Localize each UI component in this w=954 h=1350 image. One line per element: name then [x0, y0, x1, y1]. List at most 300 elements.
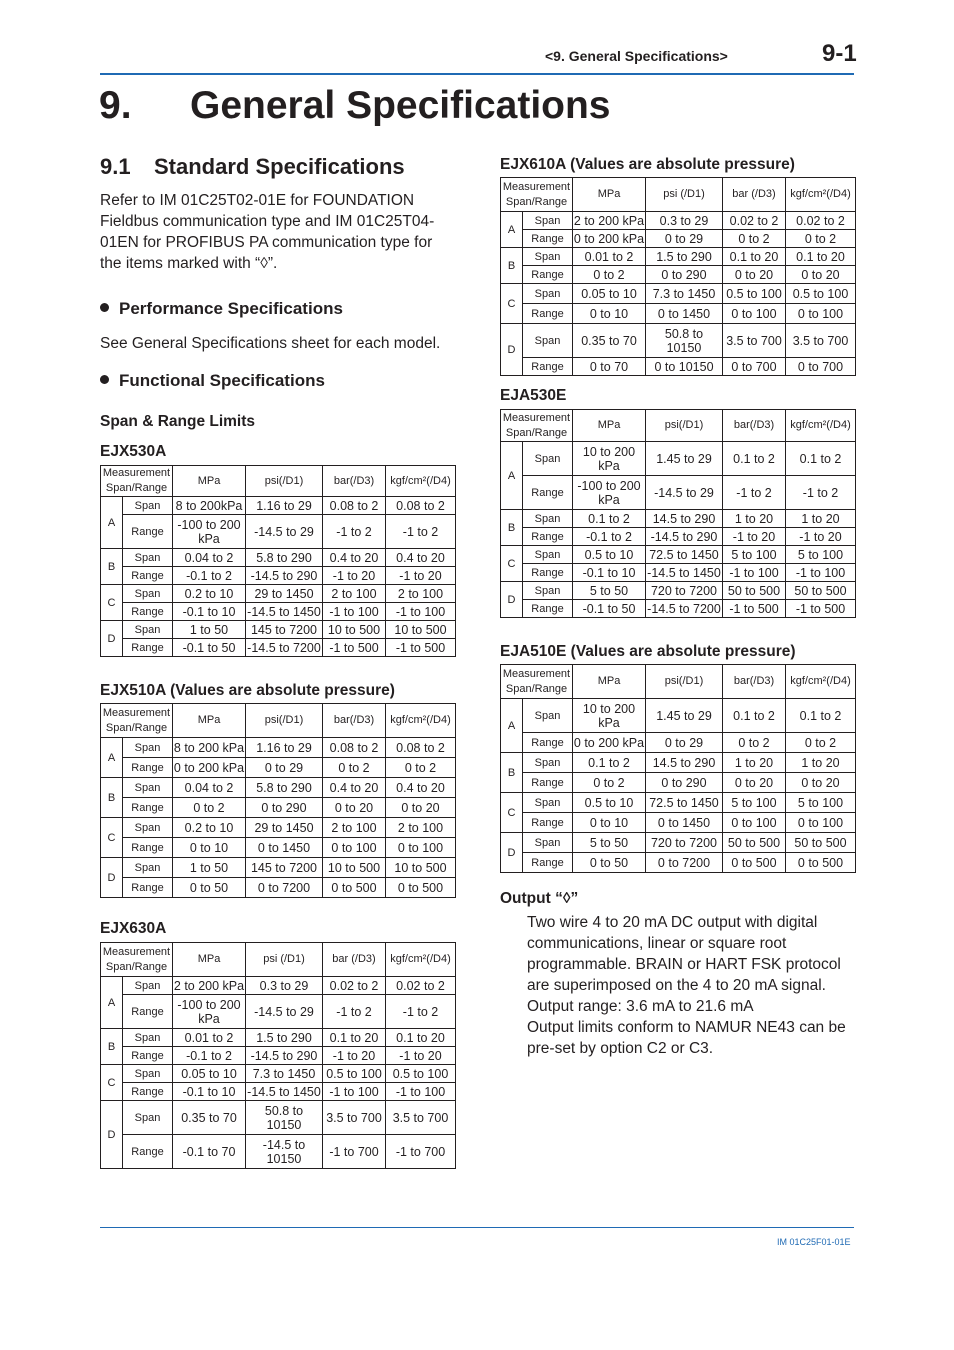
value-cell: -1 to 100 — [386, 603, 456, 621]
value-cell: 0 to 200 kPa — [573, 231, 645, 246]
output-text: Two wire 4 to 20 mA DC output with digital communications, linear or square root programmable. BRAIN or HART FSK protocol are superimposed on the 4 to 20 mA signal. — [527, 914, 841, 994]
table-row — [501, 324, 856, 358]
table-header-row — [501, 178, 856, 212]
value-cell: 0.3 to 29 — [246, 977, 323, 995]
value-cell: 0 to 100 — [323, 838, 386, 858]
value-cell: 0 to 700 — [786, 358, 856, 376]
value-cell: 0.04 to 2 — [173, 778, 246, 798]
value-cell: -1 to 100 — [786, 564, 856, 582]
span-range-cell: Span — [123, 621, 173, 639]
value-cell: 3.5 to 700 — [323, 1101, 386, 1135]
table-row — [101, 995, 456, 1029]
value-cell: 5 to 50 — [573, 582, 646, 600]
span-range-cell: Range — [523, 773, 573, 793]
value-cell: 0 to 10150 — [646, 358, 723, 376]
table-title: EJX530A — [100, 443, 167, 460]
document-id: IM 01C25F01-01E — [777, 1237, 851, 1247]
table-header-cell: psi(/D1) — [246, 466, 323, 497]
value-cell: 0.5 to 100 — [323, 1065, 386, 1083]
value-cell: -1 to 500 — [723, 600, 786, 618]
value-cell: 50 to 500 — [723, 833, 786, 853]
value-cell: -100 to 200 kPa — [173, 515, 246, 549]
value-cell: 0 to 20 — [386, 798, 456, 818]
value-cell: 2 to 200 kPa — [173, 978, 245, 993]
header-rule — [100, 73, 854, 75]
table-header-row — [101, 704, 456, 738]
value-cell: 0.1 to 2 — [723, 442, 786, 476]
group-cell: C — [101, 585, 123, 621]
span-range-cell: Range — [123, 758, 173, 778]
value-cell: 50 to 500 — [723, 582, 786, 600]
table-row — [101, 858, 456, 878]
table-row — [101, 1083, 456, 1101]
span-range-cell: Range — [123, 603, 173, 621]
value-cell: 1.5 to 290 — [646, 248, 723, 266]
value-cell: 0 to 29 — [646, 733, 723, 753]
value-cell: 145 to 7200 — [246, 621, 323, 639]
table-row — [101, 497, 456, 515]
value-cell: -14.5 to 7200 — [647, 601, 721, 616]
table-row — [101, 977, 456, 995]
span-range-cell: Range — [123, 567, 173, 585]
output-limits: Output limits conform to NAMUR NE43 can be pre-set by option C2 or C3. — [527, 1019, 846, 1057]
bullet-icon — [100, 303, 109, 312]
value-cell: 2 to 100 — [323, 818, 386, 838]
value-cell: 0 to 100 — [723, 813, 786, 833]
span-range-cell: Span — [523, 582, 573, 600]
performance-text: See General Specifications sheet for each model. — [100, 335, 441, 352]
span-range-cell: Range — [523, 266, 573, 284]
value-cell: 0.1 to 20 — [323, 1029, 386, 1047]
value-cell: 0 to 10 — [573, 813, 646, 833]
value-cell: -1 to 20 — [323, 1047, 386, 1065]
value-cell: 0.01 to 2 — [173, 1029, 246, 1047]
value-cell: 0.5 to 10 — [573, 793, 646, 813]
value-cell: 1 to 20 — [723, 753, 786, 773]
value-cell: -1 to 2 — [386, 515, 456, 549]
value-cell: -14.5 to 10150 — [246, 1135, 323, 1169]
table-header-cell: bar(/D3) — [723, 665, 786, 699]
table-title: EJA510E (Values are absolute pressure) — [500, 643, 796, 660]
value-cell: -14.5 to 1450 — [247, 604, 321, 619]
spec-table-ejx610a — [500, 177, 856, 376]
table-row — [501, 284, 856, 304]
table-header-cell: MPa — [173, 943, 246, 977]
group-cell: D — [501, 582, 523, 618]
table-row — [101, 515, 456, 549]
span-range-heading: Span & Range Limits — [100, 413, 256, 430]
value-cell: -0.1 to 2 — [173, 1047, 246, 1065]
value-cell: 0 to 200 kPa — [573, 733, 646, 753]
table-row — [101, 1101, 456, 1135]
value-cell: -0.1 to 50 — [573, 600, 646, 618]
table-header-row — [101, 466, 456, 497]
span-range-cell: Span — [523, 833, 573, 853]
value-cell: 3.5 to 700 — [786, 324, 856, 358]
value-cell: -1 to 2 — [386, 995, 456, 1029]
value-cell: 0 to 100 — [386, 838, 456, 858]
value-cell: 0 to 2 — [786, 733, 856, 753]
value-cell: 0 to 29 — [646, 230, 723, 248]
value-cell: 5 to 100 — [786, 546, 856, 564]
value-cell: 2 to 100 — [323, 585, 386, 603]
span-range-cell: Range — [523, 230, 573, 248]
value-cell: -14.5 to 7200 — [247, 640, 321, 655]
value-cell: 0 to 2 — [573, 266, 646, 284]
table-row — [501, 230, 856, 248]
chapter-number: 9. — [99, 84, 132, 127]
value-cell: 2 to 200 kPa — [573, 213, 645, 228]
span-range-cell: Range — [523, 304, 573, 324]
value-cell: 7.3 to 1450 — [646, 284, 723, 304]
value-cell: 10 to 200 kPa — [573, 442, 646, 476]
value-cell: 0.4 to 20 — [386, 778, 456, 798]
value-cell: 0.01 to 2 — [573, 248, 646, 266]
group-cell: B — [501, 510, 523, 546]
table-row — [101, 1047, 456, 1065]
table-row — [501, 833, 856, 853]
table-header-row — [501, 410, 856, 442]
table-header-cell: Measurement Span/Range — [101, 704, 173, 738]
value-cell: 0 to 50 — [173, 878, 246, 898]
span-range-cell: Span — [123, 738, 173, 758]
table-row — [501, 793, 856, 813]
table-row — [501, 564, 856, 582]
table-header-cell: kgf/cm²(/D4) — [386, 943, 456, 977]
span-range-cell: Range — [523, 528, 573, 546]
value-cell: 0.35 to 70 — [573, 324, 646, 358]
table-header-cell: psi(/D1) — [246, 704, 323, 738]
value-cell: 0.5 to 100 — [786, 284, 856, 304]
value-cell: 1 to 20 — [786, 510, 856, 528]
value-cell: 0 to 700 — [723, 358, 786, 376]
value-cell: 0.05 to 10 — [573, 284, 646, 304]
value-cell: 5 to 100 — [786, 793, 856, 813]
value-cell: 10 to 500 — [386, 621, 456, 639]
value-cell: 0 to 29 — [246, 758, 323, 778]
spec-table-ejx530a — [100, 465, 456, 657]
value-cell: -0.1 to 10 — [173, 603, 246, 621]
value-cell: 720 to 7200 — [646, 833, 723, 853]
group-cell: D — [101, 858, 123, 898]
span-range-cell: Span — [123, 1065, 173, 1083]
value-cell: 50.8 to 10150 — [646, 324, 723, 358]
value-cell: -100 to 200 kPa — [173, 995, 246, 1029]
value-cell: 5 to 50 — [573, 833, 646, 853]
group-cell: B — [101, 778, 123, 818]
value-cell: 0 to 20 — [723, 773, 786, 793]
value-cell: 0 to 20 — [786, 266, 856, 284]
footer-rule — [100, 1227, 854, 1228]
value-cell: -1 to 2 — [786, 476, 856, 510]
span-range-cell: Span — [523, 212, 573, 230]
table-row — [501, 753, 856, 773]
span-range-cell: Range — [123, 639, 173, 657]
value-cell: 5.8 to 290 — [246, 778, 323, 798]
value-cell: 10 to 200 kPa — [573, 699, 646, 733]
table-row — [501, 733, 856, 753]
value-cell: 1.5 to 290 — [246, 1029, 323, 1047]
table-row — [501, 582, 856, 600]
value-cell: -1 to 100 — [323, 1083, 386, 1101]
value-cell: 0 to 2 — [323, 758, 386, 778]
span-range-cell: Span — [523, 753, 573, 773]
table-header-cell: Measurement Span/Range — [101, 943, 173, 977]
table-header-cell: kgf/cm²(/D4) — [786, 178, 856, 212]
functional-heading — [100, 371, 325, 391]
value-cell: 29 to 1450 — [246, 585, 323, 603]
span-range-cell: Range — [523, 733, 573, 753]
value-cell: 0.3 to 29 — [646, 212, 723, 230]
value-cell: 0.1 to 20 — [786, 248, 856, 266]
spec-table-ejx630a — [100, 942, 456, 1169]
table-row — [501, 248, 856, 266]
table-row — [101, 878, 456, 898]
bullet-icon — [100, 375, 109, 384]
span-range-cell: Span — [123, 497, 173, 515]
intro-paragraph: Refer to IM 01C25T02-01E for FOUNDATION Fieldbus communication type and IM 01C25T04-01EN for PROFIBUS PA communication type for the items marked with “◊”. — [100, 192, 435, 272]
value-cell: -1 to 2 — [323, 995, 386, 1029]
value-cell: 0.1 to 2 — [573, 510, 646, 528]
table-row — [101, 1135, 456, 1169]
group-cell: A — [101, 497, 123, 549]
table-row — [101, 818, 456, 838]
table-header-cell: bar(/D3) — [323, 704, 386, 738]
table-row — [501, 699, 856, 733]
value-cell: -1 to 100 — [323, 603, 386, 621]
group-cell: C — [101, 1065, 123, 1101]
value-cell: 0 to 2 — [173, 798, 246, 818]
table-row — [501, 528, 856, 546]
value-cell: -14.5 to 29 — [246, 515, 323, 549]
page-number: 9-1 — [822, 40, 857, 67]
value-cell: 0.1 to 2 — [723, 699, 786, 733]
group-cell: D — [501, 833, 523, 873]
table-header-cell: psi(/D1) — [646, 410, 723, 442]
value-cell: -1 to 20 — [323, 567, 386, 585]
table-header-cell: Measurement Span/Range — [501, 178, 573, 212]
table-header-cell: MPa — [173, 466, 246, 497]
value-cell: 5.8 to 290 — [246, 549, 323, 567]
group-cell: D — [501, 324, 523, 376]
value-cell: 14.5 to 290 — [646, 510, 723, 528]
span-range-cell: Range — [523, 476, 573, 510]
spec-table-eja510e — [500, 664, 856, 873]
spec-table-ejx510a — [100, 703, 456, 898]
value-cell: -1 to 500 — [323, 639, 386, 657]
value-cell: 0 to 290 — [246, 798, 323, 818]
value-cell: 0 to 500 — [386, 878, 456, 898]
span-range-cell: Range — [123, 995, 173, 1029]
value-cell: 1 to 50 — [173, 621, 246, 639]
value-cell: -1 to 100 — [723, 564, 786, 582]
span-range-cell: Span — [123, 818, 173, 838]
value-cell: 0.1 to 2 — [786, 442, 856, 476]
value-cell: 0.4 to 20 — [323, 778, 386, 798]
span-range-cell: Range — [123, 1047, 173, 1065]
table-header-cell: kgf/cm²(/D4) — [386, 466, 456, 497]
table-header-cell: psi (/D1) — [246, 943, 323, 977]
span-range-cell: Span — [523, 248, 573, 266]
value-cell: 0 to 7200 — [246, 878, 323, 898]
group-cell: A — [501, 212, 523, 248]
table-row — [501, 853, 856, 873]
table-header-cell: kgf/cm²(/D4) — [786, 665, 856, 699]
value-cell: 2 to 100 — [386, 585, 456, 603]
value-cell: 0 to 500 — [786, 853, 856, 873]
group-cell: A — [101, 738, 123, 778]
table-row — [101, 603, 456, 621]
value-cell: -1 to 700 — [323, 1135, 386, 1169]
value-cell: 0 to 1450 — [646, 813, 723, 833]
value-cell: 0.5 to 10 — [573, 546, 646, 564]
span-range-cell: Span — [123, 977, 173, 995]
group-cell: D — [101, 1101, 123, 1169]
table-title: EJA530E — [500, 387, 567, 404]
section-number: 9.1 — [100, 154, 131, 179]
value-cell: 0.05 to 10 — [173, 1065, 246, 1083]
value-cell: 0 to 20 — [786, 773, 856, 793]
table-title: EJX610A (Values are absolute pressure) — [500, 156, 795, 173]
table-row — [101, 1029, 456, 1047]
table-row — [501, 546, 856, 564]
value-cell: 0 to 2 — [786, 230, 856, 248]
value-cell: 72.5 to 1450 — [646, 546, 723, 564]
value-cell: 8 to 200 kPa — [173, 738, 246, 758]
value-cell: 14.5 to 290 — [646, 753, 723, 773]
value-cell: 8 to 200kPa — [173, 497, 246, 515]
value-cell: 0.1 to 2 — [573, 753, 646, 773]
table-row — [501, 358, 856, 376]
value-cell: -1 to 20 — [723, 528, 786, 546]
running-header-section: <9. General Specifications> — [545, 48, 728, 64]
span-range-cell: Span — [523, 510, 573, 528]
section-title: Standard Specifications — [154, 154, 405, 179]
value-cell: 0.1 to 20 — [723, 248, 786, 266]
value-cell: 0.02 to 2 — [723, 212, 786, 230]
value-cell: -1 to 2 — [723, 476, 786, 510]
table-row — [501, 600, 856, 618]
table-header-cell: MPa — [173, 704, 246, 738]
span-range-cell: Span — [123, 858, 173, 878]
table-row — [101, 1065, 456, 1083]
table-row — [101, 798, 456, 818]
group-cell: C — [501, 546, 523, 582]
value-cell: 0.08 to 2 — [386, 497, 456, 515]
group-cell: A — [101, 977, 123, 1029]
value-cell: 10 to 500 — [323, 621, 386, 639]
span-range-cell: Span — [523, 546, 573, 564]
value-cell: -1 to 500 — [786, 600, 856, 618]
value-cell: 7.3 to 1450 — [246, 1065, 323, 1083]
value-cell: 0 to 7200 — [646, 853, 723, 873]
table-row — [101, 585, 456, 603]
functional-heading-text: Functional Specifications — [119, 371, 325, 390]
span-range-cell: Range — [123, 798, 173, 818]
value-cell: 72.5 to 1450 — [646, 793, 723, 813]
table-title: EJX630A — [100, 920, 167, 937]
value-cell: 10 to 500 — [323, 858, 386, 878]
value-cell: -0.1 to 2 — [173, 567, 246, 585]
table-row — [101, 738, 456, 758]
value-cell: 0 to 100 — [786, 304, 856, 324]
value-cell: 0.1 to 20 — [386, 1029, 456, 1047]
value-cell: -1 to 700 — [386, 1135, 456, 1169]
table-header-cell: bar (/D3) — [323, 943, 386, 977]
value-cell: -1 to 100 — [386, 1083, 456, 1101]
table-row — [101, 778, 456, 798]
value-cell: 0 to 2 — [723, 230, 786, 248]
value-cell: 0 to 290 — [646, 773, 723, 793]
value-cell: 0 to 500 — [323, 878, 386, 898]
value-cell: 0 to 10 — [173, 838, 246, 858]
group-cell: A — [501, 442, 523, 510]
value-cell: 0 to 10 — [573, 304, 646, 324]
value-cell: -14.5 to 290 — [646, 528, 723, 546]
table-header-cell: psi (/D1) — [646, 178, 723, 212]
span-range-cell: Range — [523, 813, 573, 833]
table-row — [101, 549, 456, 567]
value-cell: 0.08 to 2 — [323, 738, 386, 758]
value-cell: 0 to 100 — [723, 304, 786, 324]
span-range-cell: Range — [523, 358, 573, 376]
table-header-cell: kgf/cm²(/D4) — [786, 410, 856, 442]
value-cell: 5 to 100 — [723, 793, 786, 813]
value-cell: 720 to 7200 — [646, 582, 723, 600]
group-cell: C — [501, 793, 523, 833]
span-range-cell: Span — [523, 284, 573, 304]
span-range-cell: Span — [123, 778, 173, 798]
value-cell: -1 to 500 — [386, 639, 456, 657]
value-cell: -14.5 to 29 — [246, 995, 323, 1029]
table-header-cell: bar(/D3) — [723, 410, 786, 442]
span-range-cell: Span — [523, 324, 573, 358]
table-header-cell: Measurement Span/Range — [101, 466, 173, 497]
value-cell: 0 to 20 — [323, 798, 386, 818]
performance-heading-text: Performance Specifications — [119, 299, 343, 318]
value-cell: 3.5 to 700 — [723, 324, 786, 358]
span-range-cell: Span — [523, 699, 573, 733]
value-cell: 0 to 290 — [646, 266, 723, 284]
value-cell: 0.5 to 100 — [386, 1065, 456, 1083]
value-cell: 0.04 to 2 — [173, 549, 246, 567]
value-cell: 50 to 500 — [786, 582, 856, 600]
value-cell: 0 to 1450 — [646, 304, 723, 324]
span-range-cell: Span — [523, 442, 573, 476]
span-range-cell: Range — [123, 1083, 173, 1101]
value-cell: 0 to 2 — [573, 773, 646, 793]
span-range-cell: Span — [123, 1101, 173, 1135]
group-cell: B — [501, 248, 523, 284]
group-cell: B — [501, 753, 523, 793]
table-header-cell: MPa — [573, 665, 646, 699]
value-cell: -1 to 20 — [786, 528, 856, 546]
span-range-cell: Range — [123, 1135, 173, 1169]
value-cell: 1 to 50 — [173, 858, 246, 878]
group-cell: B — [101, 1029, 123, 1065]
table-row — [101, 567, 456, 585]
table-header-cell: kgf/cm²(/D4) — [386, 704, 456, 738]
value-cell: -1 to 20 — [386, 567, 456, 585]
chapter-title: General Specifications — [190, 84, 611, 127]
table-row — [501, 212, 856, 230]
value-cell: 0.2 to 10 — [173, 585, 246, 603]
table-header-cell: bar(/D3) — [323, 466, 386, 497]
group-cell: A — [501, 699, 523, 753]
value-cell: -1 to 2 — [323, 515, 386, 549]
value-cell: 0.02 to 2 — [386, 977, 456, 995]
span-range-cell: Range — [123, 515, 173, 549]
